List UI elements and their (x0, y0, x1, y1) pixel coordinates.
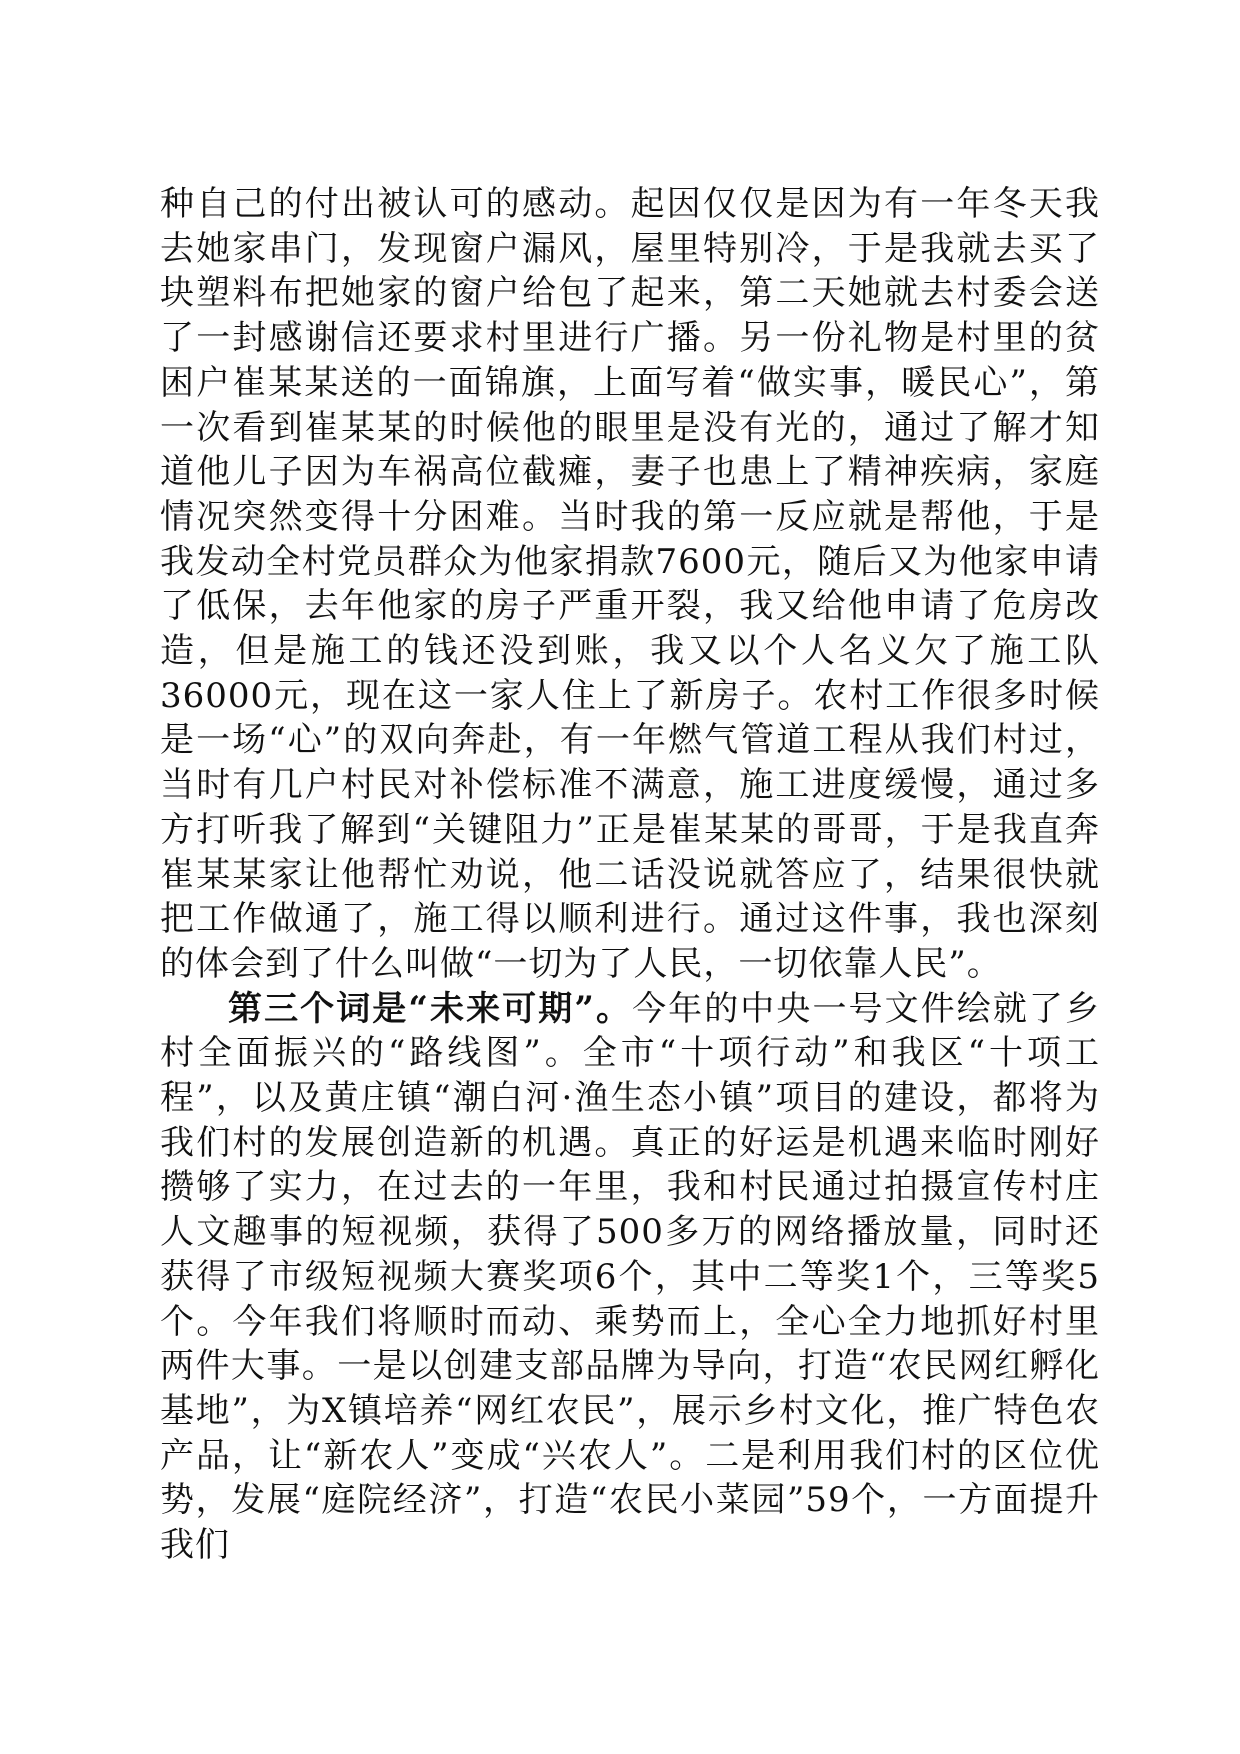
paragraph-text: 种自己的付出被认可的感动。起因仅仅是因为有一年冬天我去她家串门，发现窗户漏风，屋里特别冷，于是我就去买了块塑料布把她家的窗户给包了起来，第二天她就去村委会送了一封感谢信还要求村里进行广播。另一份礼物是村里的贫困户崔某某送的一面锦旗，上面写着“做实事，暖民心”，第一次看到崔某某的时候他的眼里是没有光的，通过了解才知道他儿子因为车祸高位截瘫，妻子也患上了精神疾病，家庭情况突然变得十分困难。当时我的第一反应就是帮他，于是我发动全村党员群众为他家捐款7600元，随后又为他家申请了低保，去年他家的房子严重开裂，我又给他申请了危房改造，但是施工的钱还没到账，我又以个人名义欠了施工队36000元，现在这一家人住上了新房子。农村工作很多时候是一场“心”的双向奔赴，有一年燃气管道工程从我们村过，当时有几户村民对补偿标准不满意，施工进度缓慢，通过多方打听我了解到“关键阻力”正是崔某某的哥哥，于是我直奔崔某某家让他帮忙劝说，他二话没说就答应了，结果很快就把工作做通了，施工得以顺利进行。通过这件事，我也深刻的体会到了什么叫做“一切为了人民，一切依靠人民”。 (160, 184, 1100, 984)
body-text (160, 182, 1100, 1568)
paragraph-continuation (160, 182, 1100, 987)
paragraph-text: 今年的中央一号文件绘就了乡村全面振兴的“路线图”。全市“十项行动”和我区“十项工程”，以及黄庄镇“潮白河·渔生态小镇”项目的建设，都将为我们村的发展创造新的机遇。真正的好运是机遇来临时刚好攒够了实力，在过去的一年里，我和村民通过拍摄宣传村庄人文趣事的短视频，获得了500多万的网络播放量，同时还获得了市级短视频大赛奖项6个，其中二等奖1个，三等奖5个。今年我们将顺时而动、乘势而上，全心全力地抓好村里两件大事。一是以创建支部品牌为导向，打造“农民网红孵化基地”，为X镇培养“网红农民”，展示乡村文化，推广特色农产品，让“新农人”变成“兴农人”。二是利用我们村的区位优势，发展“庭院经济”，打造“农民小菜园”59个，一方面提升我们 (160, 988, 1100, 1566)
paragraph-future (160, 987, 1100, 1568)
paragraph-lead-bold: 第三个词是“未来可期”。 (228, 988, 633, 1029)
